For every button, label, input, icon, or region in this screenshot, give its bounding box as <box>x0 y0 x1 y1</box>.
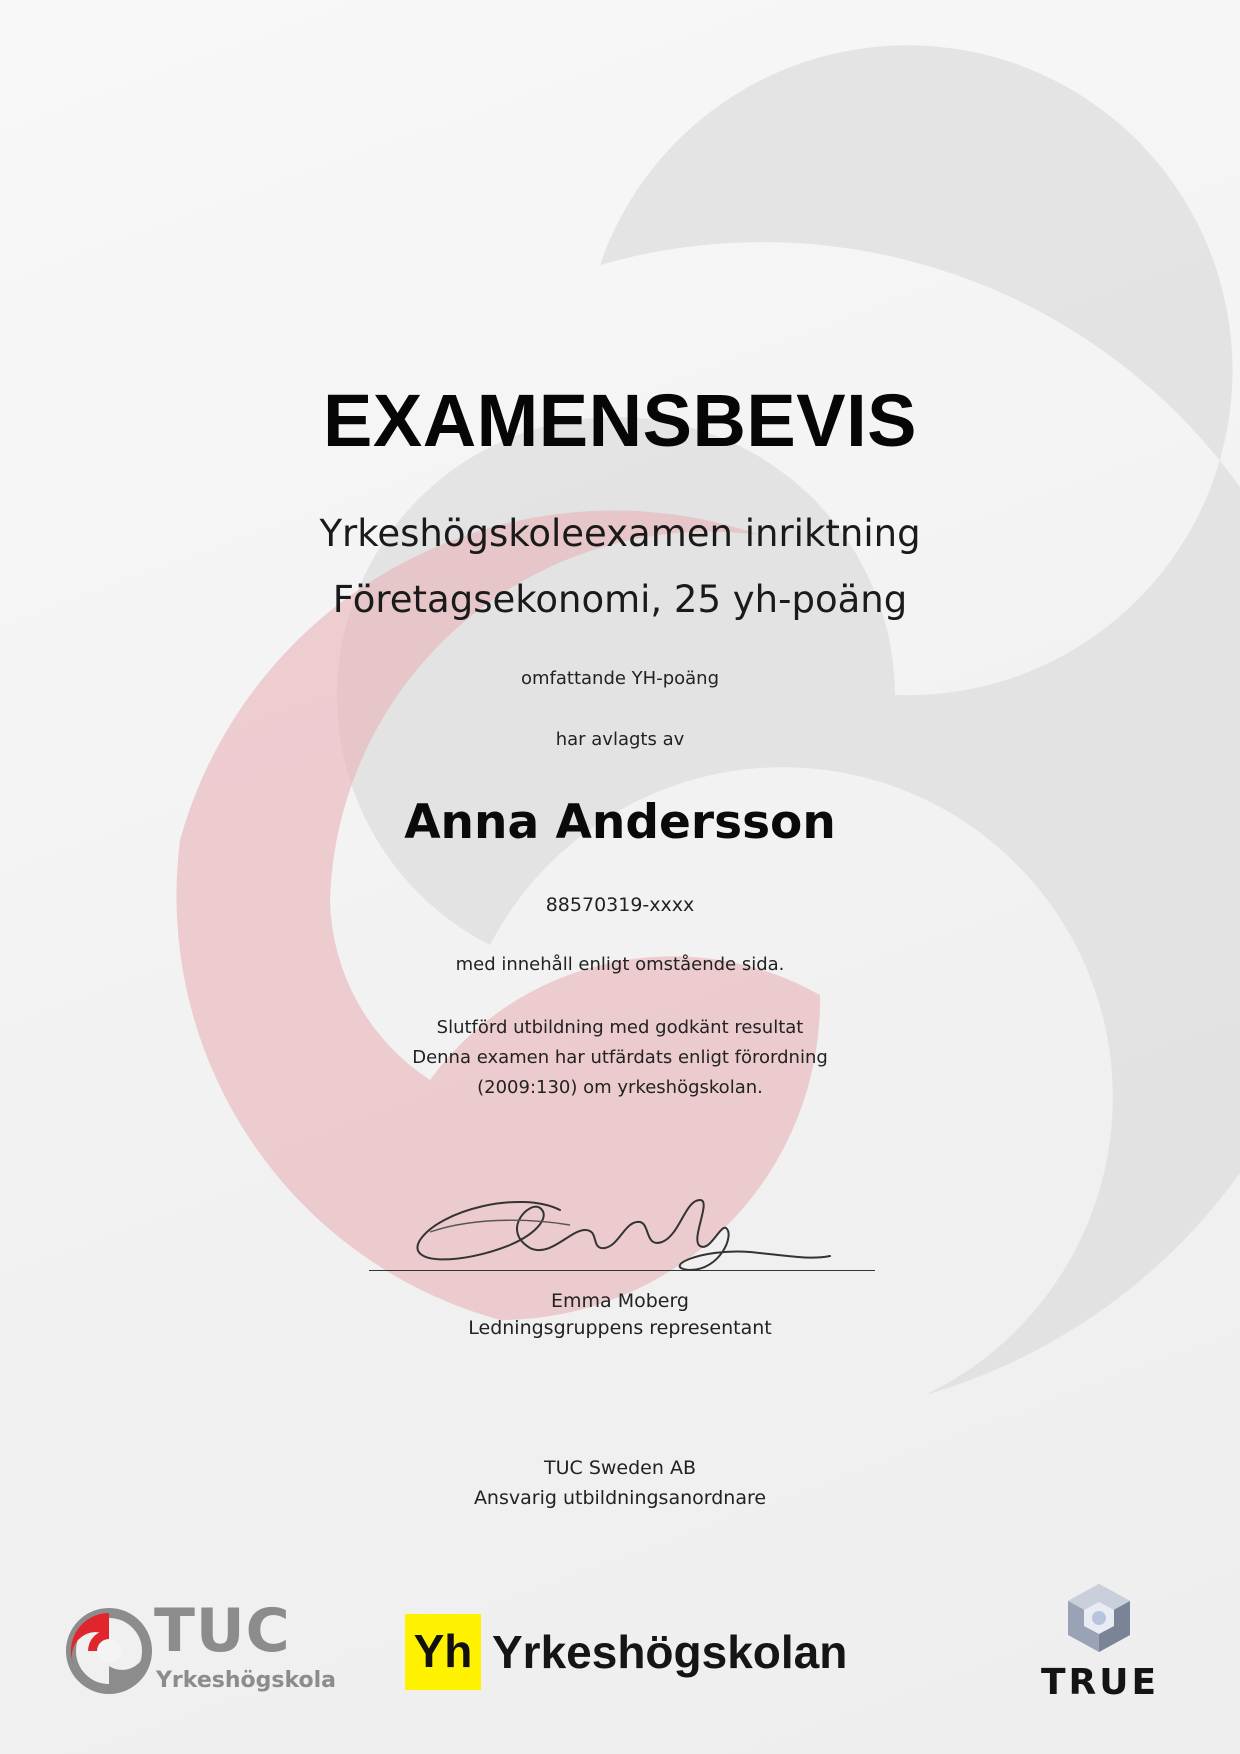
content-note: med innehåll enligt omstående sida. <box>455 954 785 975</box>
completion-line-2: Denna examen har utfärdats enligt förordning <box>412 1047 828 1068</box>
taken-by-text: har avlagts av <box>555 729 685 750</box>
completion-line-3: (2009:130) om yrkeshögskolan. <box>477 1077 763 1098</box>
student-name: Anna Andersson <box>404 795 836 850</box>
degree-line-2: Företagsekonomi, 25 yh-poäng <box>332 578 908 621</box>
organization-name: TUC Sweden AB <box>544 1457 696 1479</box>
yh-logo-text: Yrkeshögskolan <box>492 1626 848 1678</box>
signer-name: Emma Moberg <box>550 1290 689 1312</box>
organization-block <box>0 1453 1240 1513</box>
signer-role: Ledningsgruppens representant <box>468 1317 772 1339</box>
yh-badge-text: Yh <box>413 1625 473 1677</box>
tuc-swirl-icon <box>66 1608 152 1694</box>
scope-text: omfattande YH-poäng <box>520 668 720 689</box>
personal-number: 88570319-xxxx <box>545 894 695 916</box>
completion-line-1: Slutförd utbildning med godkänt resultat <box>436 1017 804 1038</box>
organization-role: Ansvarig utbildningsanordnare <box>473 1487 767 1509</box>
true-logo <box>1020 1582 1180 1702</box>
yh-badge <box>405 1614 481 1690</box>
handwritten-signature <box>400 1170 840 1280</box>
hexagon-cube-icon <box>1064 1582 1134 1654</box>
true-logo-text: TRUE <box>1040 1662 1160 1703</box>
signature-line <box>369 1270 875 1271</box>
tuc-logo-text: TUC <box>154 1596 291 1666</box>
document-title: EXAMENSBEVIS <box>322 379 918 462</box>
completion-statement <box>0 1013 1240 1103</box>
tuc-logo-subtext: Yrkeshögskola <box>156 1668 336 1693</box>
degree-line-1: Yrkeshögskoleexamen inriktning <box>319 512 921 555</box>
signer-block <box>0 1288 1240 1342</box>
